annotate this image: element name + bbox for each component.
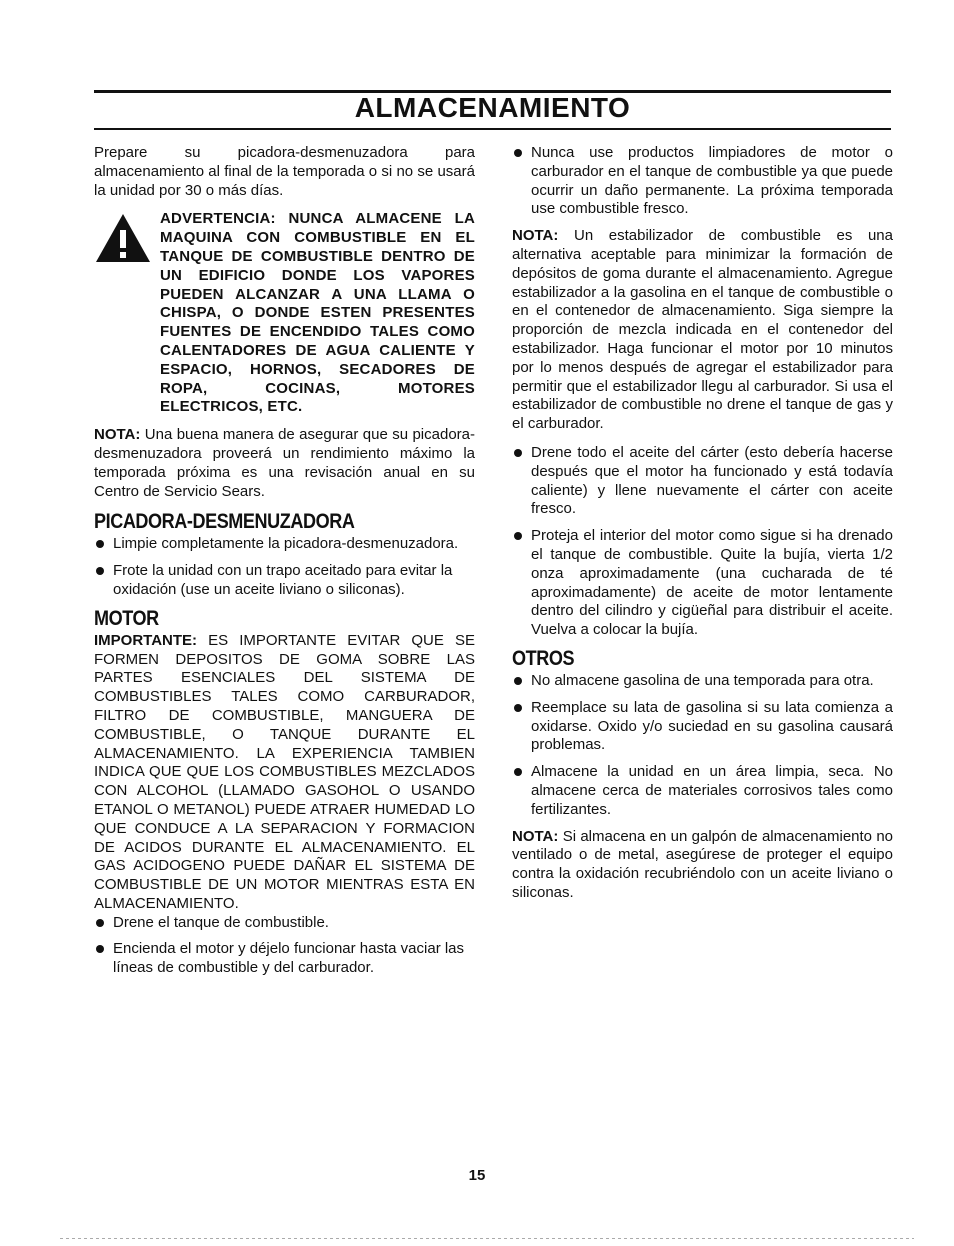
intro-paragraph: Prepare su picadora-desmenuzadora para almacenamiento al final de la temporada o si no se usará la unidad por 30 o más días. <box>94 144 475 199</box>
bullet-dot <box>514 449 522 457</box>
nota-label: NOTA: <box>94 426 141 444</box>
list-item <box>94 940 475 978</box>
left-column <box>94 144 475 986</box>
bullet-dot <box>514 677 522 685</box>
bullet-dot <box>514 149 522 157</box>
right-top-list <box>512 144 893 219</box>
importante-label: IMPORTANTE: <box>94 631 198 649</box>
importante-text: ES IMPORTANTE EVITAR QUE SE FORMEN DEPOSITOS DE GOMA SOBRE LAS PARTES ESENCIALES DEL SISTEMA DE COMBUSTIBLES TALES COMO CARBURADOR, FILTRO DE COMBUSTIBLE, MANGUERA DE COMBUSTIBLE, O TANQUE DURANTE EL ALMACENAMIENTO. LA EXPERIENCIA TAMBIEN INDICA QUE QUE LOS COMBUSTIBLES MEZCLADOS CON ALCOHOL (LLAMADO GASOHOL O USANDO ETANOL O METANOL) PUEDE ATRAER HUMEDAD LO QUE CONDUCE A LA SEPARACION Y FORMACION DE ACIDOS DURANTE EL ALMACENAMIENTO. EL GAS ACIDOGENO PUEDE DAÑAR EL SISTEMA DE COMBUSTIBLE DE UN MOTOR MIENTRAS ESTA EN ALMACENAMIENTO. <box>94 631 475 912</box>
nota-label: NOTA: <box>512 827 559 845</box>
bullet-dot <box>96 945 104 953</box>
list-item <box>512 763 893 819</box>
picadora-list <box>94 535 475 599</box>
warning-text: ADVERTENCIA: NUNCA ALMACENE LA MAQUINA CON COMBUSTIBLE EN EL TANQUE DE COMBUSTIBLE DENTRO DE UN EDIFICIO DONDE LOS VAPORES PUEDEN ALCANZAR A UNA LLAMA O CHISPA, O DONDE ESTEN PRESENTES FUENTES DE ENCENDIDO TALES COMO CALENTADORES DE AGUA CALIENTE Y ESPACIO, HORNOS, SECADORES DE ROPA, COCINAS, MOTORES ELECTRICOS, ETC. <box>160 210 475 416</box>
list-item-text: Frote la unidad con un trapo aceitado para evitar la oxidación (use un aceite liviano o siliconas). <box>113 562 453 598</box>
nota-label: NOTA: <box>512 227 559 245</box>
warning-triangle-icon <box>94 212 152 264</box>
importante-paragraph <box>94 632 475 914</box>
list-item-text: Drene el tanque de combustible. <box>113 913 329 931</box>
list-item-text: Proteja el interior del motor como sigue si ha drenado el tanque de combustible. Quite la bujía, vierta 1/2 onza aproximadamente (una cucharada de té aproximadamente) de aceite de motor lentamente dentro del cilindro y cigüeñal para distribuir el aceite. Vuelva a colocar la bujía. <box>531 527 893 639</box>
list-item <box>94 562 475 600</box>
page-title: ALMACENAMIENTO <box>354 92 631 123</box>
list-item-text: Reemplace su lata de gasolina si su lata comienza a oxidarse. Oxido y/o suciedad en su gasolina causará problemas. <box>531 698 893 754</box>
list-item <box>512 672 893 691</box>
list-item <box>94 914 475 933</box>
nota-text: Si almacena en un galpón de almacenamiento no ventilado o de metal, asegúrese de proteger el equipo contra la oxidación recubriéndolo con un aceite liviano o siliconas. <box>512 827 893 901</box>
list-item <box>512 527 893 640</box>
motor-list <box>94 914 475 978</box>
bullet-dot <box>96 919 104 927</box>
title-bottom-rule <box>94 128 891 130</box>
list-item <box>512 699 893 755</box>
list-item-text: Almacene la unidad en un área limpia, seca. No almacene cerca de materiales corrosivos tales como fertilizantes. <box>531 763 893 818</box>
nota-text: Un estabilizador de combustible es una alternativa aceptable para minimizar la formación de depósitos de goma durante el almacenamiento. Agregue estabilizador a la gasolina en el tanque de combustible o en el contenedor de almacenamiento. Siga siempre la proporción de mezcla indicada en el contenedor del estabilizador. Haga funcionar el motor por 10 minutos por lo menos después de agregar el estabilizador para permitir que el estabilizador llegu al carburador. Si usa el estabilizador de combustible no drene el tanque de gas y el carburador. <box>512 227 893 433</box>
list-item <box>512 144 893 219</box>
list-item <box>512 444 893 519</box>
nota-stabilizer-paragraph <box>512 227 893 434</box>
otros-list <box>512 672 893 820</box>
section-heading-otros: OTROS <box>512 646 575 670</box>
section-heading-motor: MOTOR <box>94 606 159 630</box>
right-column <box>512 144 893 903</box>
list-item-text: Nunca use productos limpiadores de motor o carburador en el tanque de combustible ya que puede ocurrir un daño permanente. La próxima temporada use combustible fresco. <box>531 144 893 218</box>
nota-paragraph <box>94 426 475 501</box>
list-item-text: Drene todo el aceite del cárter (esto debería hacerse después que el motor ha funcionado y está todavía caliente) y llene nuevamente el cárter con aceite fresco. <box>531 443 893 518</box>
page-number: 15 <box>468 1167 486 1184</box>
right-mid-list <box>512 444 893 640</box>
bullet-dot <box>514 532 522 540</box>
list-item-text: Limpie completamente la picadora-desmenuzadora. <box>113 535 459 553</box>
list-item-text: Encienda el motor y déjelo funcionar hasta vaciar las líneas de combustible y del carburador. <box>113 940 465 977</box>
bullet-dot <box>96 567 104 575</box>
bullet-dot <box>514 768 522 776</box>
warning-block <box>94 210 475 417</box>
scan-edge-line <box>60 1238 914 1239</box>
list-item-text: No almacene gasolina de una temporada para otra. <box>531 671 874 689</box>
section-heading-picadora: PICADORA-DESMENUZADORA <box>94 510 355 534</box>
nota-text: Una buena manera de asegurar que su picadora-desmenuzadora proveerá un rendimiento máximo la temporada próxima es una revisación anual en su Centro de Servicio Sears. <box>94 426 475 500</box>
list-item <box>94 535 475 554</box>
bullet-dot <box>514 704 522 712</box>
nota-storage-paragraph <box>512 828 893 903</box>
bullet-dot <box>96 540 104 548</box>
